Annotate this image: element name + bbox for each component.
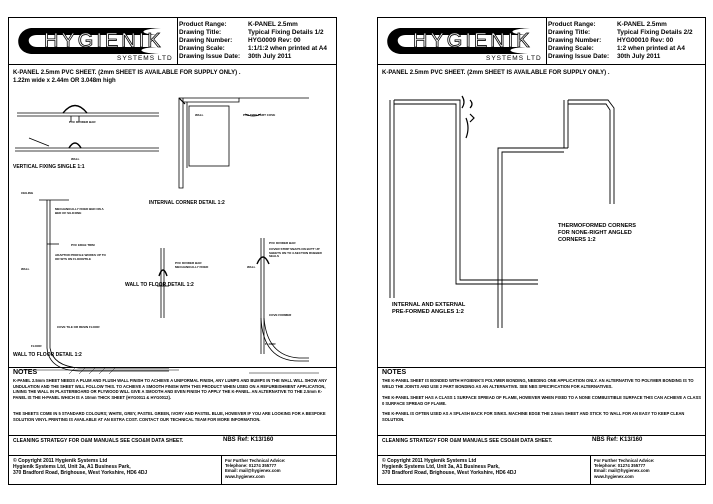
footer-line: 370 Bradford Road, Brighouse, West Yorkshire, HD6 4DJ xyxy=(13,470,148,477)
cleaning-strategy-bar xyxy=(9,435,336,447)
caption-line: CORNERS 1:2 xyxy=(558,237,596,243)
label-mechanically-fixed: MECHANICALLY FIXED BED ON A BED OF SILICONE xyxy=(55,207,104,215)
label-cove-former: COVE FORMER xyxy=(269,313,292,317)
footer-line: 370 Bradford Road, Brighouse, West Yorkshire, HD6 4DJ xyxy=(382,470,517,477)
notes-heading: NOTES xyxy=(13,369,38,376)
meta-value: K-PANEL 2.5mm xyxy=(617,21,667,28)
caption-line: INTERNAL AND EXTERNAL xyxy=(392,302,466,308)
note-paragraph: THE K-PANEL IS OFTEN USED AS A SPLASH BACK FOR SINKS. MACHINE EDGE THE 2.5mm SHEET AND STICK TO WALL FOR AN EASY TO KEEP CLEAN SOLUTION. xyxy=(382,411,685,422)
footer xyxy=(9,455,336,484)
contact-line: www.hygienex.com xyxy=(225,473,265,479)
label-pvc-divider-mech: PVC DIVIDER BAR MECHANICALLY FIXED xyxy=(175,261,209,269)
cleaning-strategy: CLEANING STRATEGY FOR O&M MANUALS SEE CSO&M DATA SHEET. xyxy=(382,438,553,444)
label-floor: FLOOR xyxy=(31,344,42,348)
label-pvc-divider: PVC DIVIDER BAR xyxy=(269,241,296,245)
notes-section xyxy=(9,367,336,436)
contact-block xyxy=(590,456,705,484)
footer-line: Hygienik Systems Ltd, Unit 3a, A1 Business Park, xyxy=(13,464,131,471)
contact-line: For Further Technical Advice: xyxy=(225,458,286,463)
contact-line: Telephone: 01274 355777 xyxy=(594,463,646,469)
sheet-subtitle: 1.22m wide x 2.44m OR 3.048m high xyxy=(13,78,116,84)
nbs-reference: NBS Ref: K13/160 xyxy=(223,437,274,443)
meta-value: 30th July 2011 xyxy=(617,53,661,61)
meta-label: Drawing Number: xyxy=(548,37,602,45)
label-wall-corner: WALL xyxy=(195,113,204,117)
meta-value: Typical Fixing Details 1/2 xyxy=(248,29,324,37)
caption-line: THERMOFORMED CORNERS xyxy=(558,223,637,229)
contact-line: For Further Technical Advice: xyxy=(594,458,655,463)
contact-block xyxy=(221,456,336,484)
footer-line: Hygienik Systems Ltd, Unit 3a, A1 Business Park, xyxy=(382,464,500,471)
contact-line: Email: mail@hygienex.com xyxy=(594,468,650,474)
note-paragraph: THE K-PANEL SHEET HAS A CLASS 1 SURFACE SPREAD OF FLAME, HOWEVER WHEN FIXED TO A NONE COMBUSTIBLE SURFACE THIS CAN ACHIEVE A CLASS 0 SURFACE SPREAD OF FLAME. xyxy=(382,395,701,406)
label-wall: WALL xyxy=(21,267,30,271)
caption-thermoformed-corners xyxy=(558,223,636,244)
cleaning-strategy-bar xyxy=(378,435,705,447)
meta-value: HYG0009 Rev: 00 xyxy=(248,37,301,45)
nbs-reference: NBS Ref: K13/160 xyxy=(592,437,643,443)
caption-line: FOR NONE-RIGHT ANGLED xyxy=(558,230,632,236)
label-pvc-two-part-cove: PVC TWO-PART COVE xyxy=(243,113,276,117)
meta-label: Product Range: xyxy=(179,21,227,28)
sheet-title: K-PANEL 2.5mm PVC SHEET. (2mm SHEET IS AVAILABLE FOR SUPPLY ONLY) . xyxy=(382,70,610,76)
label-pvc-divider: PVC DIVIDER BAR xyxy=(69,120,96,124)
copyright-block xyxy=(382,458,587,477)
footer-line: © Copyright 2011 Hygienik Systems Ltd xyxy=(382,458,477,464)
meta-value: 1:1/1:2 when printed at A4 xyxy=(248,45,327,53)
copyright-block xyxy=(13,458,218,477)
meta-label: Drawing Issue Date: xyxy=(179,53,241,61)
meta-value: HYG00010 Rev: 00 xyxy=(617,37,674,45)
footer-line: © Copyright 2011 Hygienik Systems Ltd xyxy=(13,458,108,464)
notes-section xyxy=(378,367,705,436)
sheet-title: K-PANEL 2.5mm PVC SHEET. (2mm SHEET IS AVAILABLE FOR SUPPLY ONLY) . xyxy=(13,70,241,76)
note-paragraph: THE SHEETS COME IN 5 STANDARD COLOURS; WHITE, GREY, PASTEL GREEN, IVORY AND PASTEL BLUE, HOWEVER IF YOU ARE LOOKING FOR A BESPOKE SOLUTION VINYL PRINTING IS AVAILABLE AT AN EXTRA COST. CONTACT OUR TECHNICAL TEAM FOR MORE INFORMATION. xyxy=(13,411,326,422)
svg-text:SYSTEMS LTD: SYSTEMS LTD xyxy=(486,55,542,62)
caption-line: PRE-FORMED ANGLES 1:2 xyxy=(392,309,464,315)
meta-value: Typical Fixing Details 2/2 xyxy=(617,29,693,37)
meta-value: K-PANEL 2.5mm xyxy=(248,21,298,28)
drawing-sheet-1 xyxy=(8,17,337,485)
cleaning-strategy: CLEANING STRATEGY FOR O&M MANUALS SEE CSO&M DATA SHEET. xyxy=(13,438,184,444)
caption-internal-external xyxy=(392,302,465,316)
meta-value: 1:2 when printed at A4 xyxy=(617,45,685,53)
label-adaptor-profile: ADAPTOR PROFILE WORKS UP TO OR SITS ON FLOOR/TILE xyxy=(55,253,106,261)
contact-line: Telephone: 01274 355777 xyxy=(225,463,277,469)
label-wall: WALL xyxy=(71,157,80,161)
svg-text:HYGIENIK: HYGIENIK xyxy=(44,30,164,52)
label-ceiling: CEILING xyxy=(21,191,34,195)
meta-label: Drawing Title: xyxy=(179,29,222,37)
meta-label: Drawing Title: xyxy=(548,29,591,37)
meta-value: 30th July 2011 xyxy=(248,53,292,61)
label-floor: FLOOR xyxy=(265,342,276,346)
meta-label: Drawing Scale: xyxy=(548,45,594,53)
label-cover-strip: COVER STRIP SNAPS ON BUTT UP SHEETS ON TO 3-SECTION RUBBER SEALS xyxy=(269,247,322,258)
contact-line: www.hygienex.com xyxy=(594,473,634,479)
svg-text:HYGIENIK: HYGIENIK xyxy=(413,30,533,52)
label-cove-tile: COVE TILE OR RESIN FLOOR xyxy=(57,325,100,329)
label-wall: WALL xyxy=(247,265,256,269)
notes-heading: NOTES xyxy=(382,369,407,376)
footer xyxy=(378,455,705,484)
label-pvc-edge-trim: PVC EDGE TRIM xyxy=(71,243,95,247)
caption-vertical-fixing: VERTICAL FIXING SINGLE 1:1 xyxy=(13,164,85,170)
meta-label: Drawing Scale: xyxy=(179,45,225,53)
svg-text:SYSTEMS LTD: SYSTEMS LTD xyxy=(117,55,173,62)
caption-wall-to-floor-left: WALL TO FLOOR DETAIL 1:2 xyxy=(13,352,82,358)
meta-label: Product Range: xyxy=(548,21,596,28)
note-paragraph: THE K-PANEL SHEET IS BONDED WITH HYGIENIK'S POLYMER BONDING, NEEDING ONE APPLICATION ONLY. AN ALTERNATIVE TO POLYMER BONDING IS TO WELD THE JOINTS AND USE 2 PART BONDING AS AN ALTERNATIVE. SEE NBS SPECIFICATION FOR ALTERNATIVES. xyxy=(382,378,694,389)
caption-internal-corner: INTERNAL CORNER DETAIL 1:2 xyxy=(149,200,225,206)
meta-label: Drawing Number: xyxy=(179,37,233,45)
note-paragraph: K-PANEL 2.5mm SHEET NEEDS A PLUM AND FLUSH WALL FINISH TO ACHIEVE A UNIFORMAL FINISH, ANY LUMPS AND BUMPS IN THE WALL WILL SHOW ANY UNDULATION AND THE SHEET WILL FOLLOW THIS. TO ACHIEVE A SMOOTH FINISH WITH THIS PRODUCT WHEN USED ON A REFURBISHMENT APPLICATION, LINING THE WALL IN PLASTERBOARD OR PLYWOOD WILL GIVE A SMOOTH AND EVEN FINISH TO APPLY THE K-PANEL. AN ALTERNATIVE TO THE 2.5mm K-PANEL IS THE H-PANEL WHICH IS A 10mm THICK SHEET (HYG0011 & HYG0012). xyxy=(13,378,327,400)
caption-wall-to-floor-mid: WALL TO FLOOR DETAIL 1:2 xyxy=(125,282,194,288)
drawing-sheet-2 xyxy=(377,17,706,485)
meta-label: Drawing Issue Date: xyxy=(548,53,610,61)
contact-line: Email: mail@hygienex.com xyxy=(225,468,281,474)
